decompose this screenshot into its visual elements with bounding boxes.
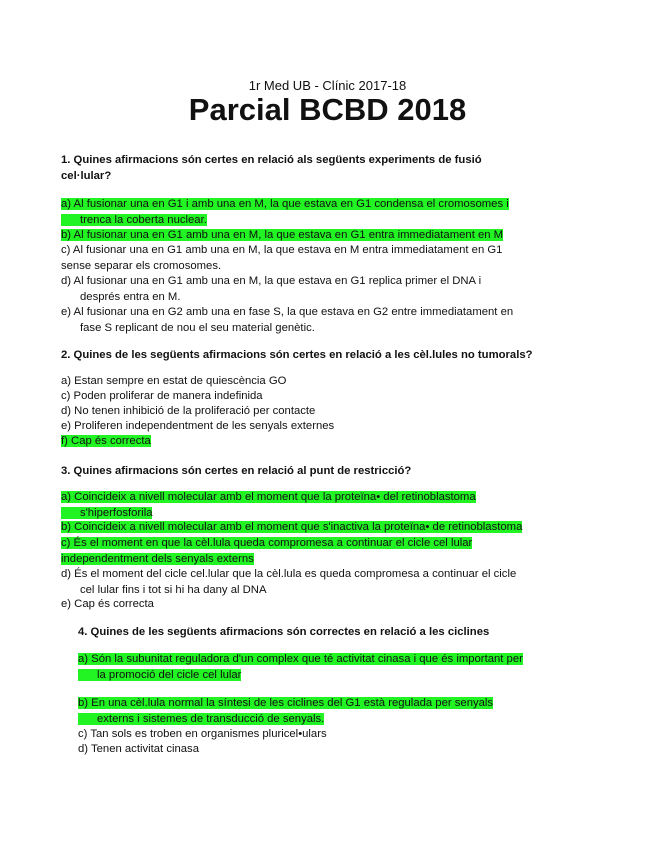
document-title: Parcial BCBD 2018	[188, 92, 467, 127]
question-1-option-c: c) Al fusionar una en G1 amb una en M, la que estava en M entra immediatament en G1 sense separar els cromosomes.	[61, 244, 503, 272]
question-3-title: 3. Quines afirmacions són certes en relació al punt de restricció?	[61, 465, 412, 477]
question-4-title: 4. Quines de les següents afirmacions són correctes en relació a les ciclines	[78, 626, 490, 638]
question-3-option-a: a) Coincideix a nivell molecular amb el moment que la proteïna• del retinoblastoma s'hiperfosforila	[61, 491, 476, 519]
question-2-option-d: d) No tenen inhibició de la proliferació per contacte	[61, 405, 316, 417]
question-4-option-d: d) Tenen activitat cinasa	[78, 743, 199, 755]
question-3-option-c: c) És el moment en que la cèl.lula queda compromesa a continuar el cicle cel lular independentment dels senyals externs	[61, 537, 473, 565]
question-3-option-e: e) Cap és correcta	[61, 598, 154, 610]
question-1-option-b: b) Al fusionar una en G1 amb una en M, la que estava en G1 entra immediatament en M	[61, 229, 504, 241]
question-1-option-d: d) Al fusionar una en G1 amb una en M, la que estava en G1 replica primer el DNA i després entra en M.	[61, 275, 482, 303]
question-1-option-e: e) Al fusionar una en G2 amb una en fase S, la que estava en G2 entre immediatament en fase S replicant de nou el seu material genètic.	[61, 306, 514, 334]
question-1-option-a: a) Al fusionar una en G1 i amb una en M, la que estava en G1 condensa el cromosomes i trenca la coberta nuclear.	[61, 198, 509, 226]
question-2-option-f: f) Cap és correcta	[61, 435, 151, 447]
question-3-option-d: d) És el moment del cicle cel.lular que la cèl.lula es queda compromesa a continuar el cicle cel lular fins i tot si hi ha dany al DNA	[61, 568, 517, 596]
question-1-title: 1. Quines afirmacions són certes en relació als següents experiments de fusió cel·lular?	[61, 154, 482, 182]
question-4-option-a: a) Són la subunitat reguladora d'un complex que té activitat cinasa i que és important per la promoció del cicle cel lular	[78, 653, 523, 681]
question-3-option-b: b) Coincideix a nivell molecular amb el moment que s'inactiva la proteïna• de retinoblastoma	[61, 521, 523, 533]
question-4-option-b: b) En una cèl.lula normal la síntesi de les ciclines del G1 està regulada per senyals externs i sistemes de transducció de senyals.	[78, 697, 494, 725]
question-2-option-a: a) Estan sempre en estat de quiescència GO	[61, 375, 287, 387]
question-2-option-e: e) Proliferen independentment de les senyals externes	[61, 420, 335, 432]
question-4-option-c: c) Tan sols es troben en organismes pluricel•ulars	[78, 728, 327, 740]
question-2-option-c: c) Poden proliferar de manera indefinida	[61, 390, 263, 402]
question-2-title: 2. Quines de les següents afirmacions són certes en relació a les cèl.lules no tumorals?	[61, 349, 533, 361]
document-subtitle: 1r Med UB - Clínic 2017-18	[248, 78, 407, 93]
